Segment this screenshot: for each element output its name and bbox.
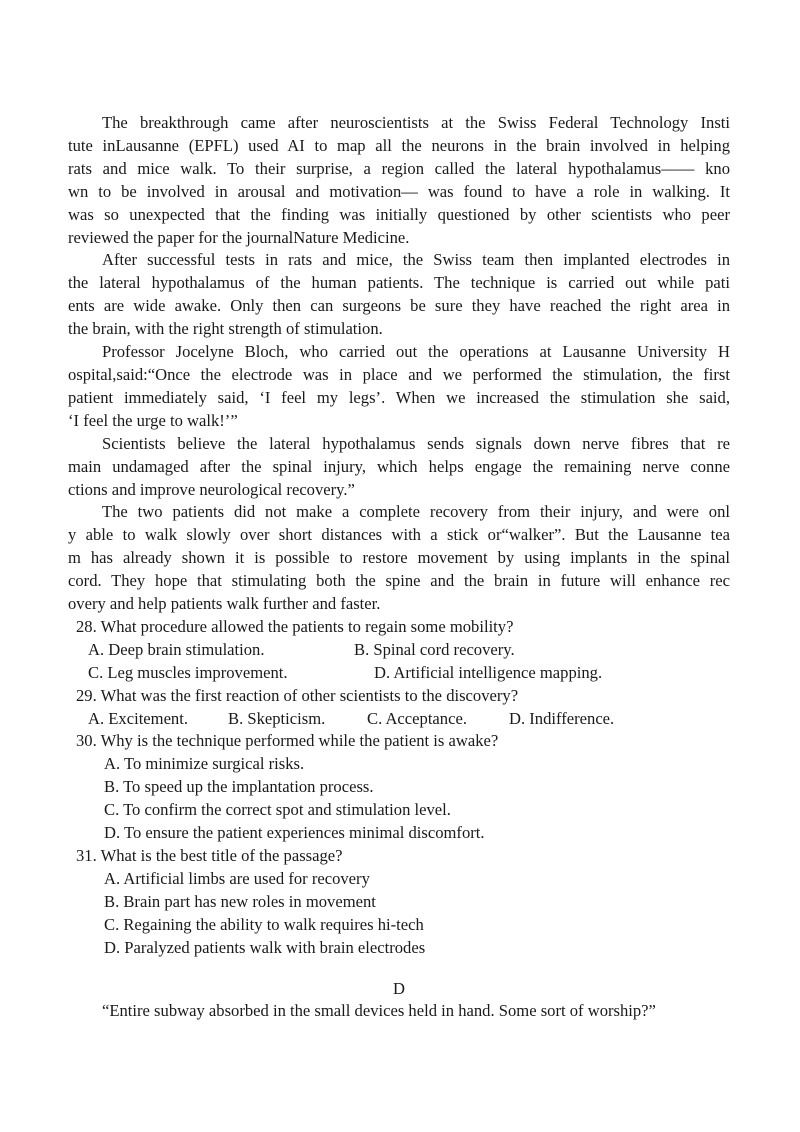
question-31-stem: 31. What is the best title of the passage?	[76, 846, 343, 865]
question-31-option-d[interactable]: D. Paralyzed patients walk with brain electrodes	[104, 937, 426, 957]
question-28-option-b[interactable]: B. Spinal cord recovery.	[354, 639, 515, 659]
passage-line: y able to walk slowly over short distances with a stick or“walker”. But the Lausanne tea	[68, 525, 730, 545]
passage-line: Professor Jocelyne Bloch, who carried out the operations at Lausanne University H	[102, 342, 730, 362]
passage-line: ospital,said:“Once the electrode was in place and we performed the stimulation, the first	[68, 364, 730, 384]
question-29-option-a[interactable]: A. Excitement.	[88, 708, 188, 728]
question-30-stem: 30. Why is the technique performed while the patient is awake?	[76, 731, 499, 751]
passage-line: The two patients did not make a complete recovery from their injury, and were onl	[102, 502, 730, 522]
passage-line: was so unexpected that the finding was initially questioned by other scientists who peer	[68, 204, 730, 224]
passage-line: main undamaged after the spinal injury, which helps engage the remaining nerve conne	[68, 456, 730, 476]
question-29-options	[68, 708, 730, 731]
passage-line: wn to be involved in arousal and motivation— was found to have a role in walking. It	[68, 181, 730, 201]
question-29-stem: 29. What was the first reaction of other scientists to the discovery?	[76, 685, 519, 705]
passage-line: patient immediately said, ‘I feel my legs’. When we increased the stimulation she said,	[68, 387, 730, 407]
question-31-option-a[interactable]: A. Artificial limbs are used for recovery	[104, 868, 370, 888]
section-d-first-line: “Entire subway absorbed in the small devices held in hand. Some sort of worship?”	[102, 1001, 656, 1021]
reading-passage	[68, 112, 730, 1023]
question-28-options-row1	[68, 639, 730, 662]
question-28-option-c[interactable]: C. Leg muscles improvement.	[88, 662, 288, 682]
question-30-option-d[interactable]: D. To ensure the patient experiences minimal discomfort.	[104, 823, 485, 843]
passage-line: rats and mice walk. To their surprise, a region called the lateral hypothalamus—— kno	[68, 158, 730, 178]
question-29-option-c[interactable]: C. Acceptance.	[367, 708, 467, 728]
passage-line: the lateral hypothalamus of the human patients. The technique is carried out while pati	[68, 273, 730, 293]
question-31-option-c[interactable]: C. Regaining the ability to walk requires hi-tech	[104, 914, 424, 934]
question-30-option-b[interactable]: B. To speed up the implantation process.	[104, 777, 374, 797]
passage-line: The breakthrough came after neuroscientists at the Swiss Federal Technology Insti	[102, 113, 730, 132]
passage-line: ‘I feel the urge to walk!’”	[68, 410, 238, 430]
passage-line: the brain, with the right strength of stimulation.	[68, 319, 383, 339]
passage-line: ents are wide awake. Only then can surgeons be sure they have reached the right area in	[68, 296, 730, 316]
question-28-option-a[interactable]: A. Deep brain stimulation.	[88, 639, 265, 659]
question-28-options-row2	[68, 662, 730, 685]
passage-line: After successful tests in rats and mice, the Swiss team then implanted electrodes in	[102, 250, 730, 270]
question-30-option-a[interactable]: A. To minimize surgical risks.	[104, 754, 305, 774]
section-d-heading: D	[393, 978, 405, 998]
passage-line: m has already shown it is possible to restore movement by using implants in the spinal	[68, 548, 730, 568]
passage-line: tute inLausanne (EPFL) used AI to map all the neurons in the brain involved in helping	[68, 135, 730, 155]
question-28-option-d[interactable]: D. Artificial intelligence mapping.	[374, 662, 603, 682]
question-29-option-d[interactable]: D. Indifference.	[509, 708, 615, 728]
passage-line: reviewed the paper for the journalNature Medicine.	[68, 227, 410, 247]
passage-line: overy and help patients walk further and faster.	[68, 594, 381, 614]
question-30-option-c[interactable]: C. To confirm the correct spot and stimulation level.	[104, 800, 451, 820]
passage-line: Scientists believe the lateral hypothalamus sends signals down nerve fibres that re	[102, 433, 730, 453]
question-31-option-b[interactable]: B. Brain part has new roles in movement	[104, 891, 376, 911]
question-29-option-b[interactable]: B. Skepticism.	[228, 708, 326, 728]
passage-line: ctions and improve neurological recovery.”	[68, 479, 355, 499]
question-28-stem: 28. What procedure allowed the patients to regain some mobility?	[76, 616, 514, 636]
passage-line: cord. They hope that stimulating both the spine and the brain in future will enhance rec	[68, 571, 730, 591]
